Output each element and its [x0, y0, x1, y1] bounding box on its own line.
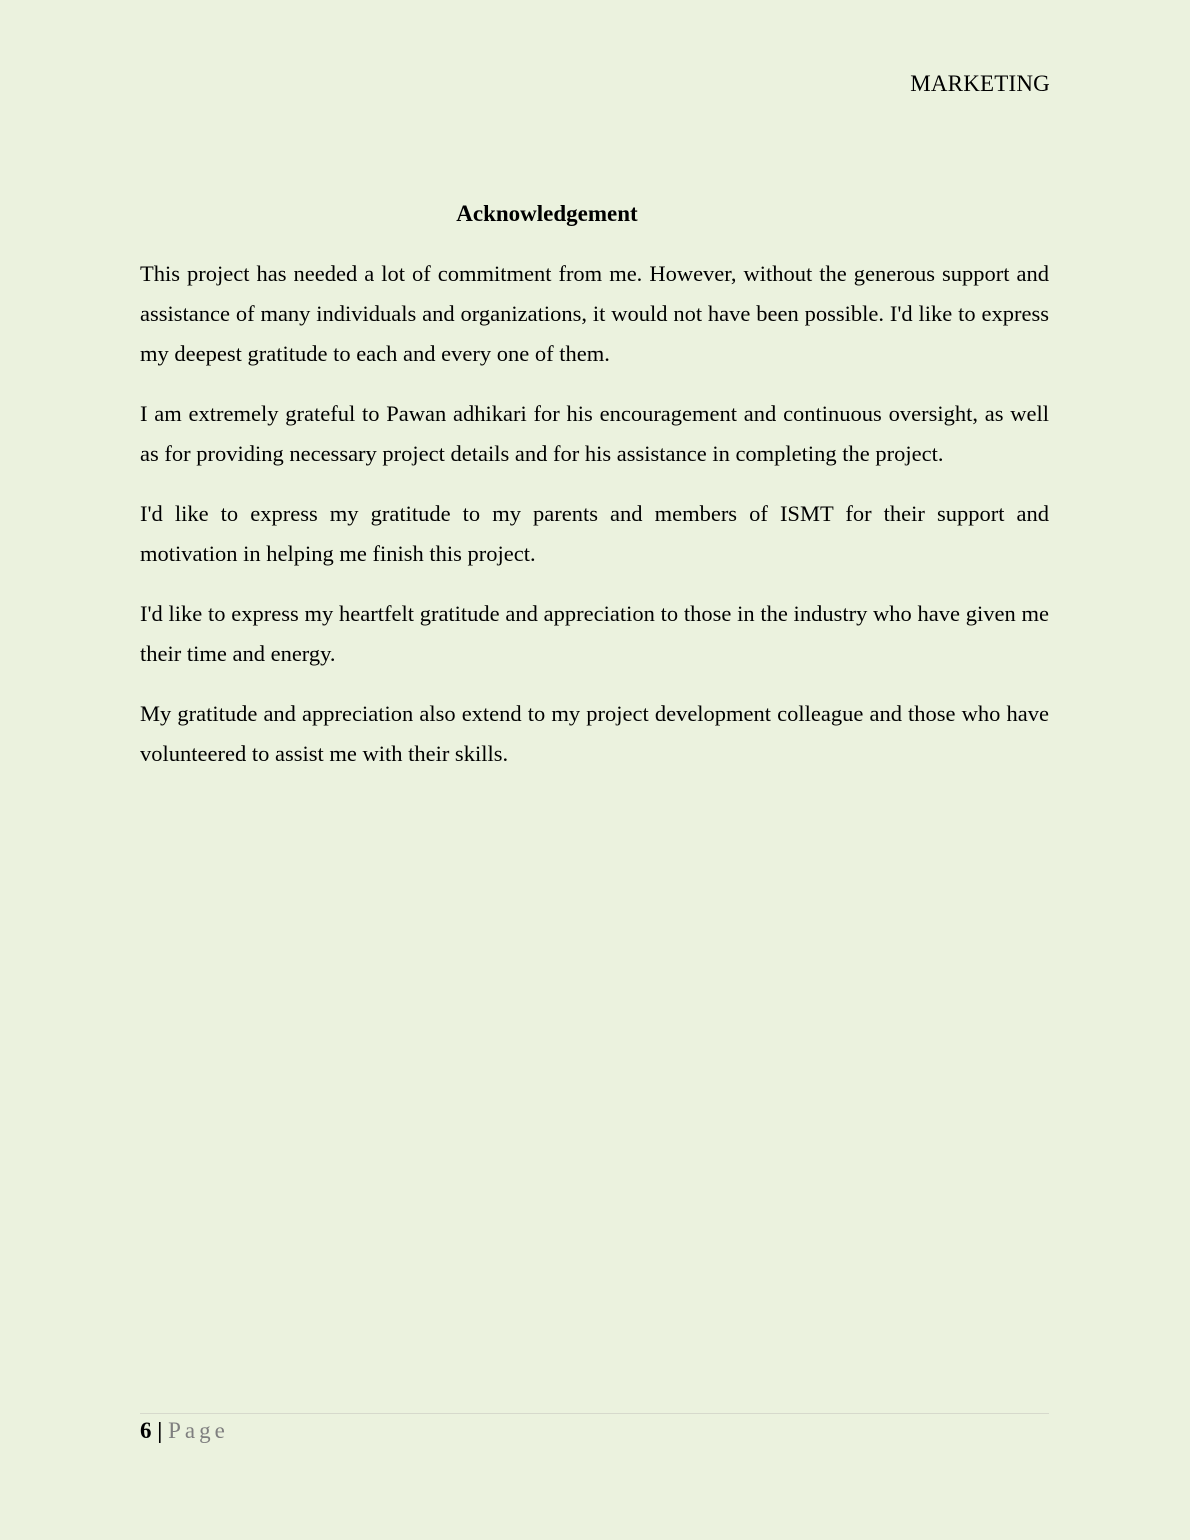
paragraph: This project has needed a lot of commitment from me. However, without the generous support and assistance of many individuals and organizations, it would not have been possible. I'd like to express my deepest gratitude to each and every one of them.: [140, 261, 1049, 366]
footer-divider: [140, 1413, 1049, 1414]
paragraph: I am extremely grateful to Pawan adhikari for his encouragement and continuous oversight, as well as for providing necessary project details and for his assistance in completing the project.: [140, 401, 1049, 466]
paragraph: I'd like to express my heartfelt gratitude and appreciation to those in the industry who have given me their time and energy.: [140, 601, 1049, 666]
footer-separator: |: [157, 1418, 163, 1443]
page-number: 6: [140, 1418, 152, 1443]
document-body: [140, 254, 1049, 794]
page-footer: [140, 1416, 229, 1446]
paragraph: My gratitude and appreciation also extend to my project development colleague and those who have volunteered to assist me with their skills.: [140, 701, 1049, 766]
running-header: MARKETING: [910, 71, 1050, 96]
paragraph: I'd like to express my gratitude to my parents and members of ISMT for their support and motivation in helping me finish this project.: [140, 501, 1049, 566]
page-label: Page: [168, 1418, 229, 1443]
page-title: Acknowledgement: [456, 201, 638, 226]
